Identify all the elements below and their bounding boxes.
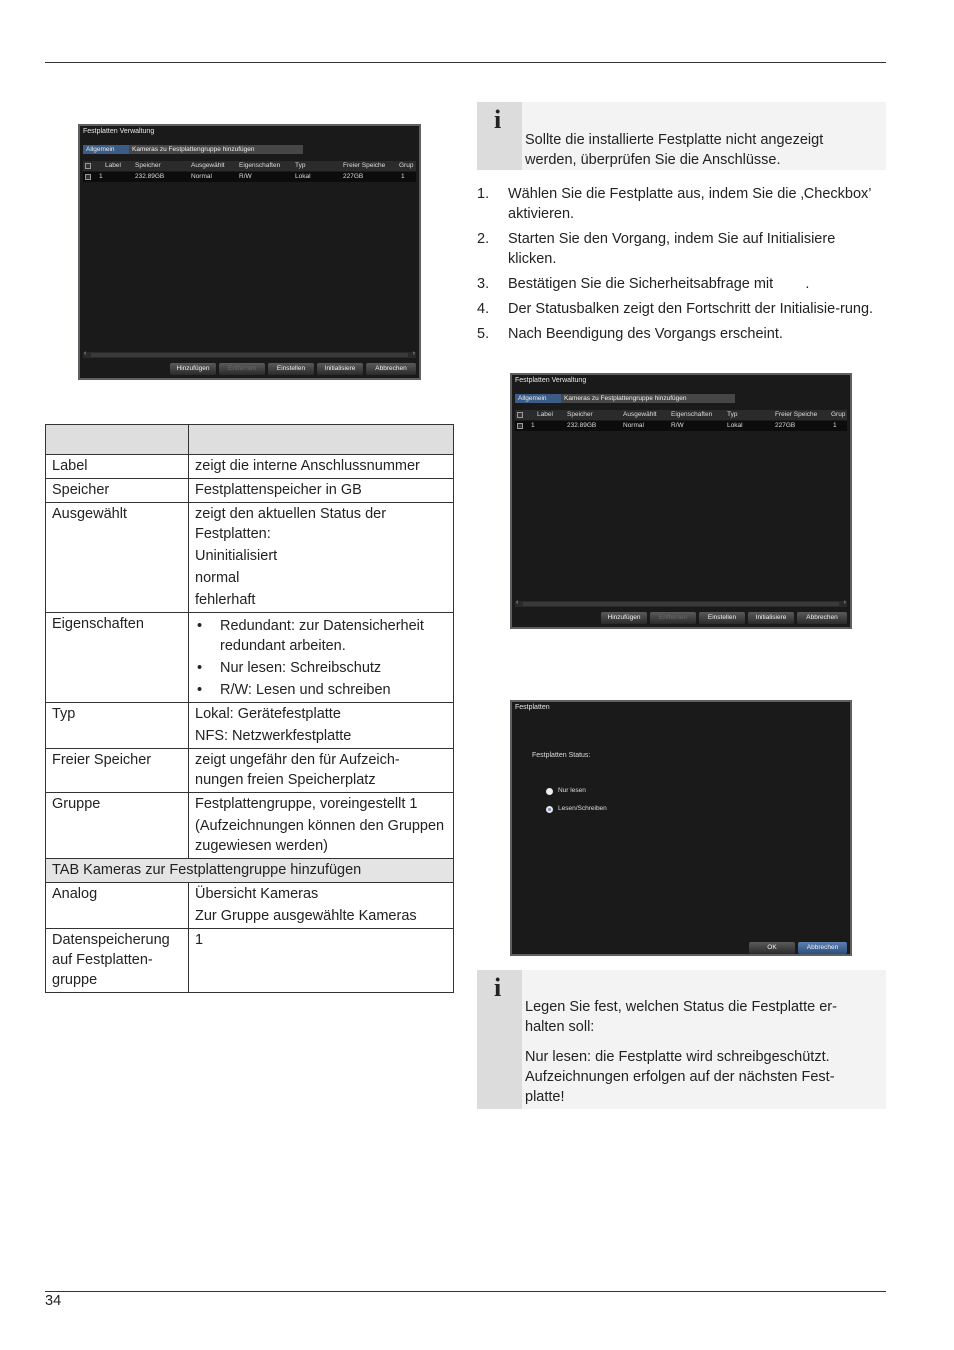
scroll-right-icon[interactable]: › [843,599,846,606]
param-desc: zeigt die interne Anschlussnummer [189,455,454,479]
cell-frei: 227GB [775,422,796,429]
param-desc-text: Zur Gruppe ausgewählte Kameras [195,908,417,924]
property-list [195,616,448,700]
col-typ: Typ [295,162,306,169]
param-desc: zeigt ungefähr den für Aufzeich-nungen freien Speicherplatz [189,749,454,793]
cell-speicher: 232.89GB [567,422,597,429]
param-desc: Festplattenspeicher in GB [189,479,454,503]
state-item: fehlerhaft [195,592,256,608]
col-gruppe: Grup [831,411,846,418]
page-number: 34 [45,1293,62,1309]
hdd-status-screenshot [510,700,852,956]
footer-rule [45,1291,886,1292]
step-number: 5. [477,326,490,342]
screen-title: Festplatten Verwaltung [83,128,155,135]
initialisiere-button[interactable]: Initialisiere [748,612,794,624]
table-header [83,161,416,171]
cell-label: 1 [531,422,535,429]
info-note-connections [477,102,886,170]
param-desc [189,703,454,749]
radio-nur-lesen[interactable] [546,788,553,795]
col-typ: Typ [727,411,738,418]
col-ausgewaehlt: Ausgewählt [191,162,225,169]
list-item [477,274,887,294]
hdd-management-screenshot-2 [510,373,852,629]
table-header-row [46,425,454,455]
tab-allgemein[interactable]: Allgemein [83,145,131,154]
hinzufuegen-button[interactable]: Hinzufügen [601,612,647,624]
step-number: 4. [477,301,490,317]
status-label: Festplatten Status: [532,752,591,759]
cell-frei: 227GB [343,173,364,180]
screen-title: Festplatten [515,704,550,711]
step-text: Starten Sie den Vorgang, indem Sie auf Initialisiere klicken. [508,231,836,267]
hinzufuegen-button[interactable]: Hinzufügen [170,363,216,375]
param-name: Gruppe [46,793,189,859]
col-label: Label [537,411,553,418]
col-ausgewaehlt: Ausgewählt [623,411,657,418]
table-header [515,410,847,420]
row-checkbox[interactable] [85,174,91,180]
bullet-icon: • [197,682,203,698]
list-item-text: R/W: Lesen und schreiben [220,682,391,698]
param-name: Ausgewählt [46,503,189,613]
einstellen-button[interactable]: Einstellen [699,612,745,624]
table-row [46,703,454,749]
scroll-left-icon[interactable]: ‹ [84,350,87,357]
table-row [46,793,454,859]
col-freier-speicher: Freier Speiche [775,411,818,418]
step-number: 3. [477,276,490,292]
param-name: Eigenschaften [46,613,189,703]
col-eigenschaften: Eigenschaften [671,411,713,418]
table-row [46,929,454,993]
col-label: Label [105,162,121,169]
section-title: TAB Kameras zur Festplattengruppe hinzufügen [46,859,454,883]
param-name: Speicher [46,479,189,503]
header-rule [45,62,886,63]
param-desc [189,503,454,613]
table-row [46,613,454,703]
param-desc: 1 [189,929,454,993]
cell-gruppe: 1 [833,422,837,429]
steps-list [477,184,887,349]
list-item-text: Nur lesen: Schreibschutz [220,660,382,676]
table-row [46,479,454,503]
param-name: Analog [46,883,189,929]
tab-allgemein[interactable]: Allgemein [515,394,563,403]
tab-kameras-zu-gruppe[interactable]: Kameras zu Festplattengruppe hinzufügen [561,394,735,403]
state-item: Uninitialisiert [195,548,278,564]
param-name: Datenspeicherung auf Festplatten-gruppe [46,929,189,993]
step-text: Der Statusbalken zeigt den Fortschritt der Initialisie-rung. [508,301,874,317]
bullet-icon: • [197,618,203,634]
cell-status: Normal [623,422,644,429]
option-nur-lesen-label: Nur lesen [558,787,586,794]
scroll-left-icon[interactable]: ‹ [516,599,519,606]
param-desc-text: Festplattengruppe, voreingestellt 1 [195,796,418,812]
list-item [195,658,448,678]
col-eigenschaften: Eigenschaften [239,162,281,169]
horizontal-scrollbar[interactable] [83,352,416,358]
cell-label: 1 [99,173,103,180]
info-icon: i [494,973,502,1002]
checkbox-all[interactable] [85,163,91,169]
entfernen-button[interactable]: Entfernen [219,363,265,375]
list-item-text: Redundant: zur Datensicherheit redundant arbeiten. [220,618,424,654]
horizontal-scrollbar[interactable] [515,601,847,607]
radio-lesen-schreiben[interactable] [546,806,553,813]
param-name: Freier Speicher [46,749,189,793]
table-row[interactable] [83,172,416,182]
table-row [46,455,454,479]
cell-typ: Lokal [295,173,311,180]
option-lesen-schreiben-label: Lesen/Schreiben [558,805,607,812]
cell-eigenschaften: R/W [239,173,252,180]
list-item [477,324,887,344]
row-checkbox[interactable] [517,423,523,429]
param-desc-text: NFS: Netzwerkfestplatte [195,728,352,744]
info-icon: i [494,105,502,134]
ok-button[interactable]: OK [749,942,795,954]
col-speicher: Speicher [135,162,161,169]
header-cell-description [189,425,454,455]
param-name: Label [46,455,189,479]
step-text: Nach Beendigung des Vorgangs erscheint. [508,326,783,342]
abbrechen-button[interactable]: Abbrechen [366,363,416,375]
state-item: normal [195,570,240,586]
list-item [477,229,887,269]
param-desc-text: Lokal: Gerätefestplatte [195,706,341,722]
param-desc [189,613,454,703]
col-speicher: Speicher [567,411,593,418]
einstellen-button[interactable]: Einstellen [268,363,314,375]
step-number: 2. [477,231,490,247]
param-desc-text: (Aufzeichnungen können den Gruppen zugewiesen werden) [195,818,445,854]
cell-speicher: 232.89GB [135,173,165,180]
section-row [46,859,454,883]
cell-gruppe: 1 [401,173,405,180]
param-desc [189,793,454,859]
screen-title: Festplatten Verwaltung [515,377,587,384]
table-row [46,503,454,613]
abbrechen-button[interactable]: Abbrechen [798,942,847,954]
col-freier-speicher: Freier Speiche [343,162,386,169]
note-paragraph: Nur lesen: die Festplatte wird schreibgeschützt. Aufzeichnungen erfolgen auf der nächsten Fest-platte! [525,1049,835,1105]
param-desc [189,883,454,929]
header-cell-parameter [46,425,189,455]
info-note-status [477,970,886,1109]
tab-kameras-zu-gruppe[interactable]: Kameras zu Festplattengruppe hinzufügen [129,145,303,154]
cell-eigenschaften: R/W [671,422,684,429]
hdd-management-screenshot [78,124,421,380]
table-row [46,883,454,929]
table-row [46,749,454,793]
step-text: Bestätigen Sie die Sicherheitsabfrage mit . [508,276,810,292]
bullet-icon: • [197,660,203,676]
parameter-table [45,424,454,993]
initialisiere-button[interactable]: Initialisiere [317,363,363,375]
list-item [477,299,887,319]
checkbox-all[interactable] [517,412,523,418]
scroll-right-icon[interactable]: › [412,350,415,357]
list-item [477,184,887,224]
abbrechen-button[interactable]: Abbrechen [797,612,847,624]
note-text [525,997,872,1107]
param-name: Typ [46,703,189,749]
cell-status: Normal [191,173,212,180]
note-paragraph: Legen Sie fest, welchen Status die Festplatte er-halten soll: [525,999,837,1035]
param-desc-text: zeigt den aktuellen Status der Festplatten: [195,506,387,542]
step-text: Wählen Sie die Festplatte aus, indem Sie die ‚Checkbox’ aktivieren. [508,186,871,222]
list-item [195,680,448,700]
cell-typ: Lokal [727,422,743,429]
note-text: Sollte die installierte Festplatte nicht angezeigt werden, überprüfen Sie die Anschlüsse. [525,132,824,168]
table-row[interactable] [515,421,847,431]
param-desc-text: Übersicht Kameras [195,886,319,902]
list-item [195,616,448,656]
col-gruppe: Grup [399,162,414,169]
step-number: 1. [477,186,490,202]
entfernen-button[interactable]: Entfernen [650,612,696,624]
